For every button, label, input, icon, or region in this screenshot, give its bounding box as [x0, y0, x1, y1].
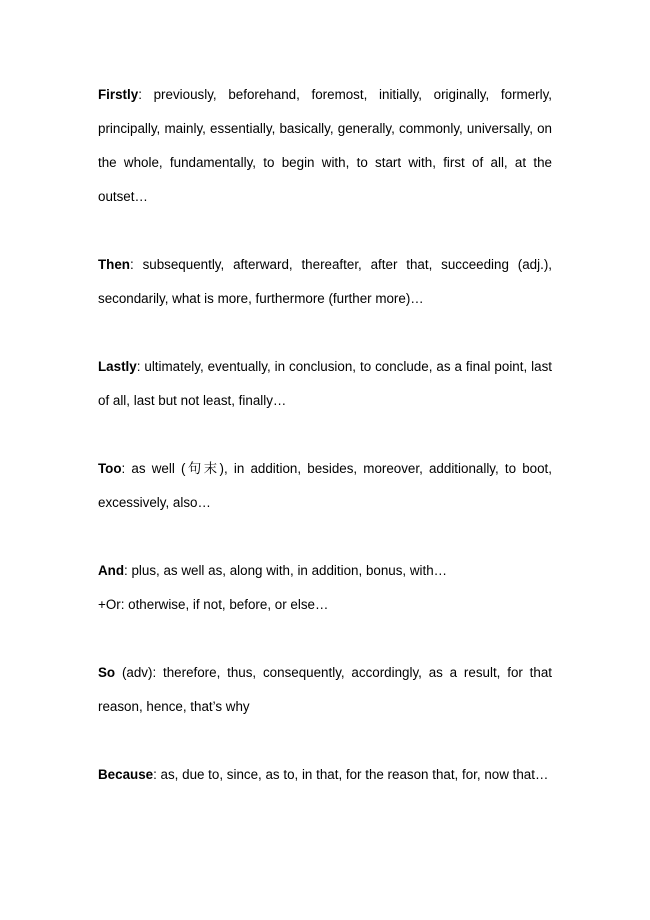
entry-synonyms: (adv): therefore, thus, consequently, accordingly, as a result, for that reason, hence, that’s why [98, 665, 552, 714]
entry-term: Too [98, 461, 122, 476]
entry-too [98, 452, 552, 520]
entry-because [98, 758, 552, 792]
entry-term: Because [98, 767, 154, 782]
entry-and [98, 554, 552, 588]
entry-synonyms: : as, due to, since, as to, in that, for the reason that, for, now that… [153, 767, 549, 782]
entry-synonyms: : as well (句末), in addition, besides, moreover, additionally, to boot, excessively, also… [98, 461, 552, 510]
entry-lastly [98, 350, 552, 418]
entry-or [98, 588, 552, 622]
document-body [98, 78, 552, 826]
entry-firstly [98, 78, 552, 214]
entry-synonyms: : previously, beforehand, foremost, initially, originally, formerly, principally, mainly, essentially, basically, generally, commonly, universally, on the whole, fundamentally, to begin with, to start with, first of all, at the outset… [98, 87, 552, 204]
entry-so [98, 656, 552, 724]
entry-then [98, 248, 552, 316]
entry-term: And [98, 563, 125, 578]
entry-synonyms: : subsequently, afterward, thereafter, after that, succeeding (adj.), secondarily, what is more, furthermore (further more)… [98, 257, 552, 306]
entry-synonyms: +Or: otherwise, if not, before, or else… [98, 597, 329, 612]
entry-term: Lastly [98, 359, 137, 374]
entry-term: Firstly [98, 87, 139, 102]
entry-term: So [98, 665, 116, 680]
entry-synonyms: : ultimately, eventually, in conclusion, to conclude, as a final point, last of all, last but not least, finally… [98, 359, 552, 408]
entry-term: Then [98, 257, 130, 272]
entry-synonyms: : plus, as well as, along with, in addition, bonus, with… [124, 563, 448, 578]
